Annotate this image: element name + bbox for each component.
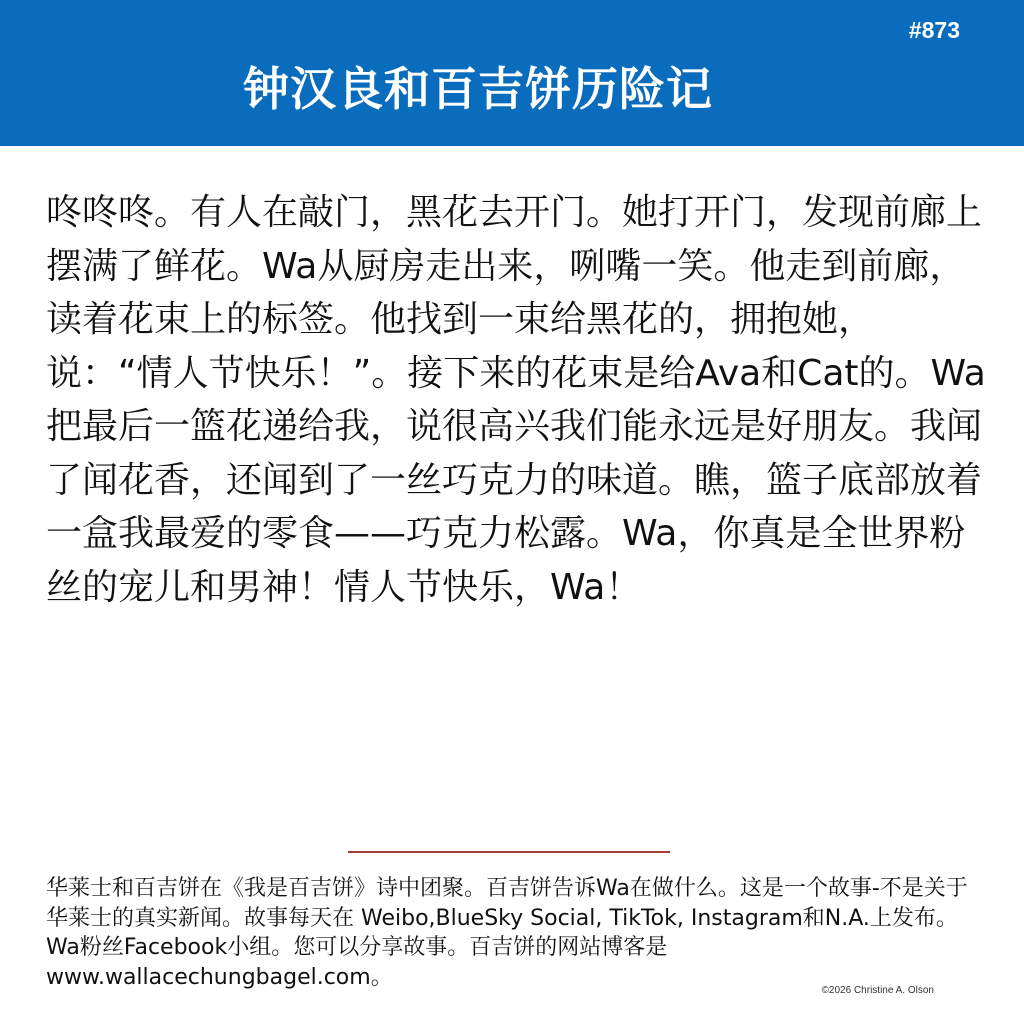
story-text: 咚咚咚。有人在敲门，黑花去开门。她打开门，发现前廊上摆满了鲜花。Wa从厨房走出来，咧嘴一笑。他走到前廊，读着花束上的标签。他找到一束给黑花的，拥抱她，说：“情人节快乐！”。接下来的花束是给Ava和Cat的。Wa把最后一篮花递给我，说很高兴我们能永远是好朋友。我闻了闻花香，还闻到了一丝巧克力的味道。瞧，篮子底部放着一盒我最爱的零食——巧克力松露。Wa，你真是全世界粉丝的宠儿和男神！情人节快乐，Wa！ xyxy=(46,192,986,608)
page-title: 钟汉良和百吉饼历险记 xyxy=(243,62,713,116)
title-banner xyxy=(0,0,1024,146)
issue-number: #873 xyxy=(908,17,960,43)
copyright-notice: ©2026 Christine A. Olson xyxy=(821,985,934,996)
divider-line xyxy=(348,851,670,853)
footer-note: 华莱士和百吉饼在《我是百吉饼》诗中团聚。百吉饼告诉Wa在做什么。这是一个故事-不是关于华莱士的真实新闻。故事每天在 Weibo,BlueSky Social, TikTok, Instagram和N.A.上发布。Wa粉丝Facebook小组。您可以分享故事。百吉饼的网站博客是www.wallacechungbagel.com。 xyxy=(46,876,968,990)
